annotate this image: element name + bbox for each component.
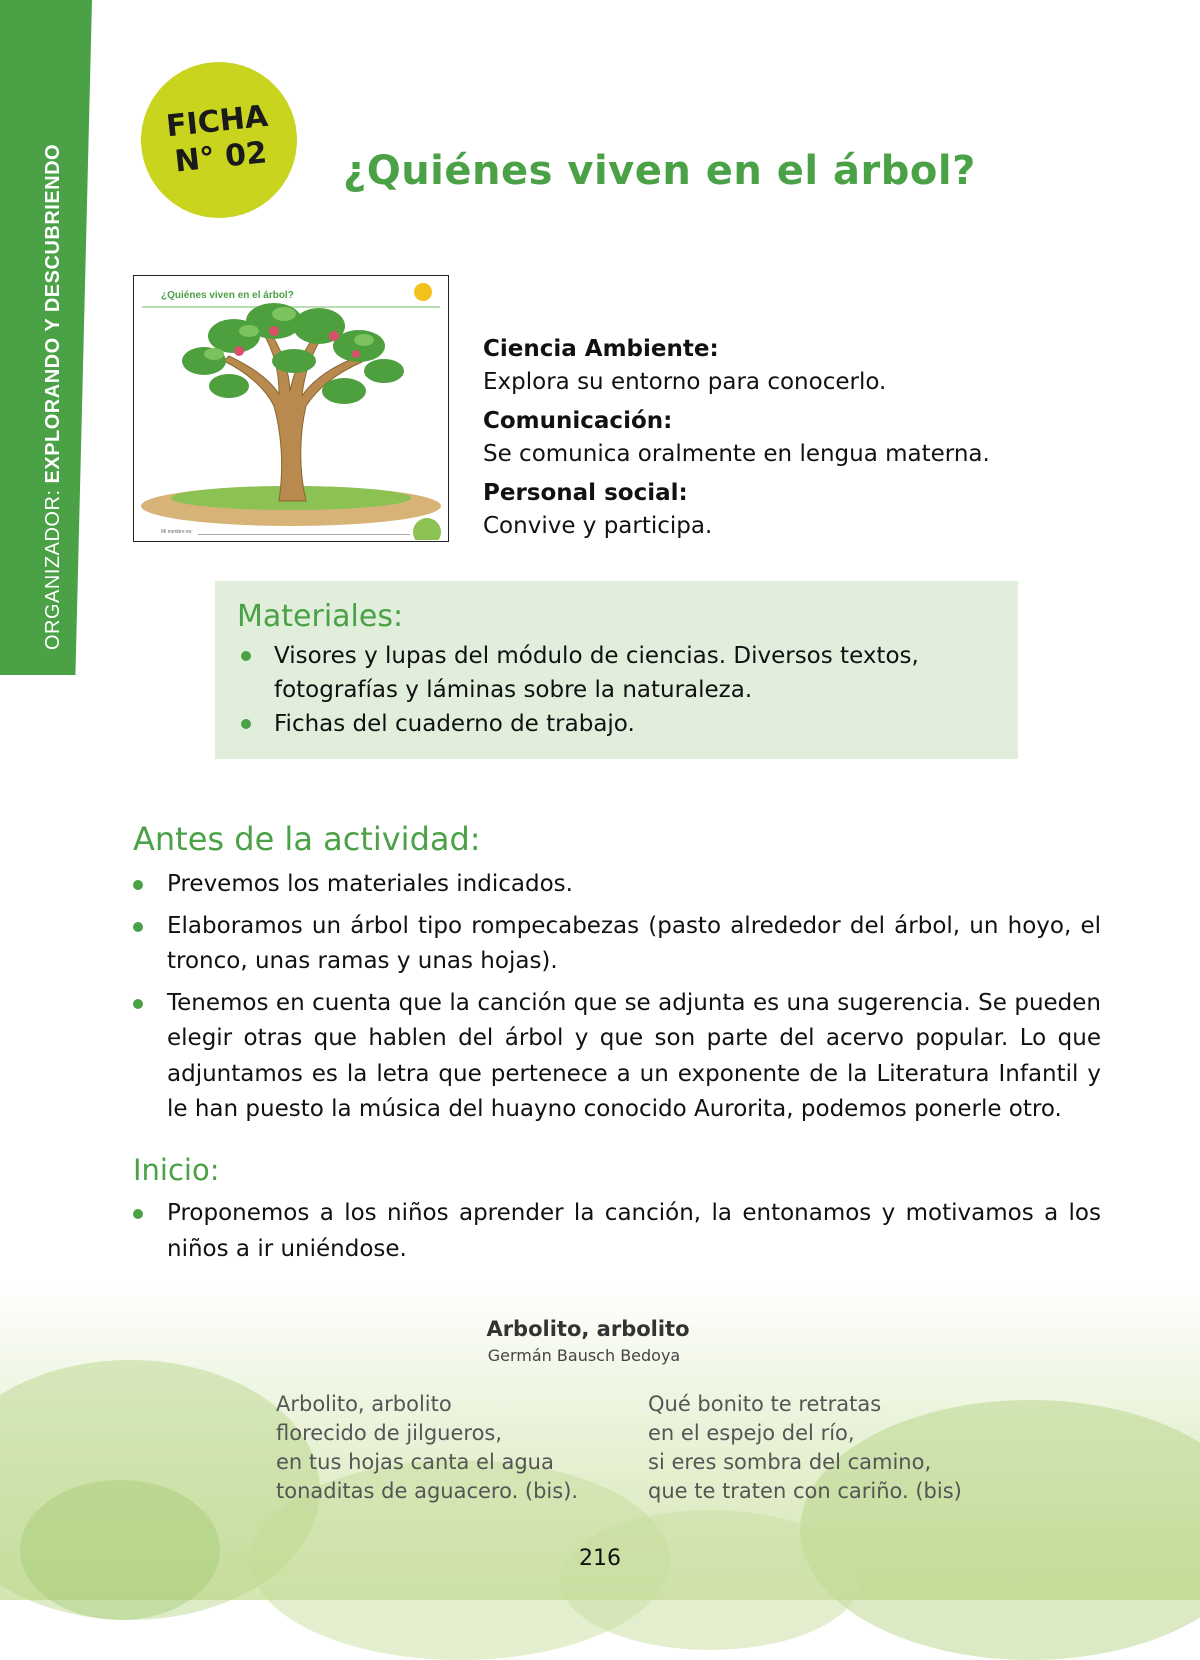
song-verse: Arbolito, arbolito <box>276 1392 452 1416</box>
start-list <box>133 1196 1101 1273</box>
area-description: Explora su entorno para conocerlo. <box>483 369 887 395</box>
song-stanza-1 <box>276 1390 578 1506</box>
page-title: ¿Quiénes viven en el árbol? <box>343 148 976 194</box>
bullet-icon <box>241 719 251 729</box>
worksheet-thumbnail <box>133 275 449 542</box>
list-item <box>133 986 1101 1128</box>
thumbnail-name-label: Mi nombre es: <box>161 529 193 535</box>
bullet-icon <box>133 1209 143 1219</box>
list-item-text: Visores y lupas del módulo de ciencias. Diversos textos, fotografías y láminas sobre la naturaleza. <box>274 643 919 703</box>
materials-scalloped-edge <box>215 576 1018 586</box>
list-item-text: Fichas del cuaderno de trabajo. <box>274 711 635 737</box>
list-item <box>133 1196 1101 1267</box>
bullet-icon <box>241 651 251 661</box>
ficha-badge-text <box>138 96 301 184</box>
before-activity-heading: Antes de la actividad: <box>133 820 481 858</box>
area-label: Personal social: <box>483 480 688 506</box>
area-item <box>483 477 1043 543</box>
ficha-badge-line2: N° 02 <box>173 135 269 180</box>
bullet-icon <box>133 999 143 1009</box>
start-heading: Inicio: <box>133 1153 220 1187</box>
area-description: Se comunica oralmente en lengua materna. <box>483 441 990 467</box>
list-item <box>133 909 1101 980</box>
ficha-badge <box>141 62 297 218</box>
tree-illustration <box>134 276 447 540</box>
bullet-icon <box>133 880 143 890</box>
song-title: Arbolito, arbolito <box>486 1317 690 1341</box>
song-verse: en tus hojas canta el agua <box>276 1450 554 1474</box>
list-item <box>237 707 1007 741</box>
materials-heading: Materiales: <box>237 599 404 634</box>
list-item-text: Tenemos en cuenta que la canción que se adjunta es una sugerencia. Se pueden elegir otras que hablen del árbol y que son parte del acervo popular. Lo que adjuntamos es la letra que pertenece a un exponente de la Literatura Infantil y le han puesto la música del huayno conocido Aurorita, podemos ponerle otro. <box>167 989 1101 1122</box>
ficha-badge-line1: FICHA <box>164 98 270 145</box>
song-author: Germán Bausch Bedoya <box>487 1346 681 1365</box>
area-item <box>483 333 1043 399</box>
list-item <box>133 867 1101 903</box>
song-verse: tonaditas de aguacero. (bis). <box>276 1479 579 1503</box>
organizer-prefix: ORGANIZADOR: <box>42 483 64 650</box>
area-description: Convive y participa. <box>483 513 713 539</box>
before-activity-list <box>133 867 1101 1134</box>
thumbnail-title: ¿Quiénes viven en el árbol? <box>161 290 294 301</box>
organizer-name: EXPLORANDO Y DESCUBRIENDO <box>42 143 64 484</box>
area-item <box>483 405 1043 471</box>
song-verse: florecido de jilgueros, <box>276 1421 503 1445</box>
curriculum-areas <box>483 333 1043 549</box>
sun-icon <box>414 283 432 301</box>
area-label: Ciencia Ambiente: <box>483 336 719 362</box>
song-verse: Qué bonito te retratas <box>648 1392 882 1416</box>
page-number: 216 <box>579 1546 621 1571</box>
thumbnail-name-line <box>198 534 410 535</box>
song-verse: que te traten con cariño. (bis) <box>648 1479 962 1503</box>
materials-box <box>215 581 1018 759</box>
organizer-label <box>42 144 65 650</box>
list-item-text: Prevemos los materiales indicados. <box>167 871 573 897</box>
bullet-icon <box>133 922 143 932</box>
list-item-text: Elaboramos un árbol tipo rompecabezas (pasto alrededor del árbol, un hoyo, el tronco, unas ramas y unas hojas). <box>167 912 1101 974</box>
meadow-blob <box>560 1510 860 1650</box>
list-item-text: Proponemos a los niños aprender la canción, la entonamos y motivamos a los niños a ir uniéndose. <box>167 1200 1101 1262</box>
song-verse: en el espejo del río, <box>648 1421 855 1445</box>
list-item <box>237 639 1007 707</box>
materials-list <box>237 639 1007 741</box>
song-verse: si eres sombra del camino, <box>648 1450 932 1474</box>
song-stanza-2 <box>648 1390 962 1506</box>
area-label: Comunicación: <box>483 408 673 434</box>
